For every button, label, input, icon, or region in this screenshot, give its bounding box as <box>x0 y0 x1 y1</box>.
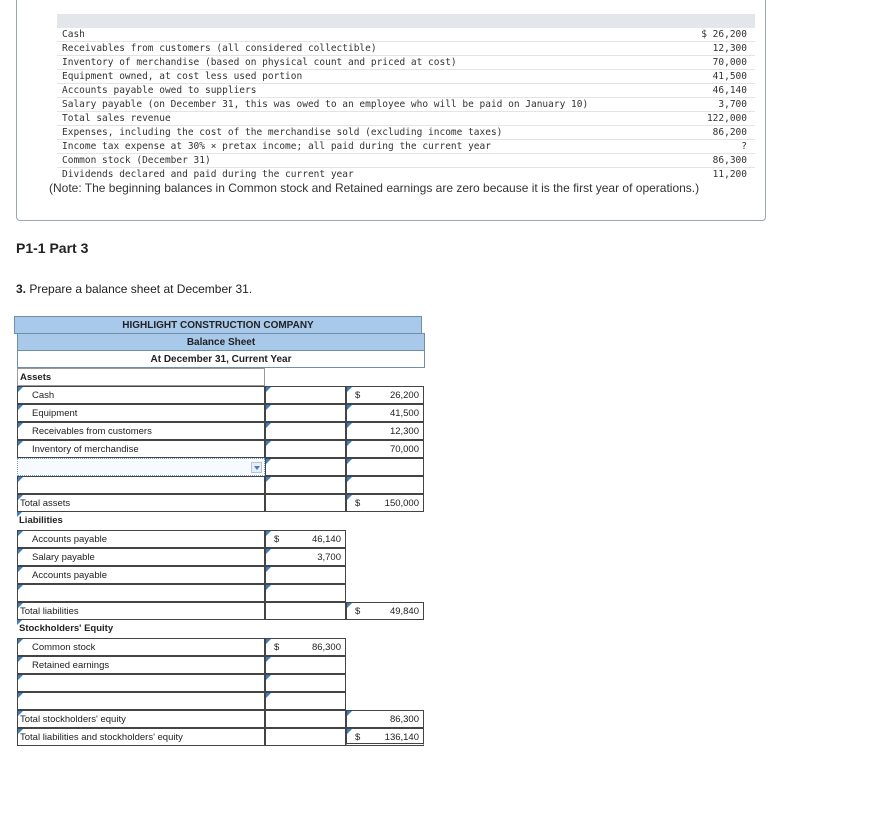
equity-amount-input[interactable] <box>265 692 346 710</box>
cell-flag-icon <box>347 387 352 392</box>
asset-amount-input[interactable] <box>346 476 424 494</box>
data-label: Common stock (December 31) <box>62 155 211 166</box>
total-assets-input[interactable] <box>346 494 424 512</box>
question-number: 3. <box>16 282 27 296</box>
asset-amount: 12,300 <box>389 426 419 437</box>
cell-flag-icon <box>266 639 271 644</box>
statement-title: Balance Sheet <box>17 333 425 351</box>
asset-label: Receivables from customers <box>32 426 152 437</box>
cell-flag-icon <box>18 387 23 392</box>
company-name: HIGHLIGHT CONSTRUCTION COMPANY <box>14 316 422 334</box>
data-label: Receivables from customers (all considered collectible) <box>62 43 377 54</box>
data-row <box>57 28 755 42</box>
data-value: $ 26,200 <box>701 29 747 40</box>
data-label: Equipment owned, at cost less used portion <box>62 71 303 82</box>
cell-flag-icon <box>266 477 271 482</box>
data-label: Cash <box>62 29 85 40</box>
total-equity-label-input[interactable] <box>17 710 265 728</box>
equity-amount: 86,300 <box>311 642 341 653</box>
cell-flag-icon <box>17 620 22 625</box>
cell-flag-icon <box>266 459 271 464</box>
equity-header-input[interactable] <box>17 620 265 638</box>
asset-amount-input[interactable] <box>346 440 424 458</box>
data-value: 41,500 <box>712 71 747 82</box>
cell-flag-icon <box>347 405 352 410</box>
data-row <box>57 56 755 70</box>
total-liabilities-input[interactable] <box>346 602 424 620</box>
data-value: 122,000 <box>706 113 747 124</box>
cell-flag-icon <box>18 711 23 716</box>
liability-amount-input[interactable] <box>265 584 346 602</box>
liability-label: Accounts payable <box>32 534 107 545</box>
asset-label: Cash <box>32 390 55 401</box>
statement-date: At December 31, Current Year <box>17 350 425 368</box>
note-text: (Note: The beginning balances in Common stock and Retained earnings are zero because it is the first year of operations.) <box>49 181 700 195</box>
equity-row <box>17 674 425 692</box>
data-row <box>57 112 755 126</box>
total-assets-amount: 150,000 <box>384 498 419 509</box>
cell-flag-icon <box>266 585 271 590</box>
assets-header: Assets <box>17 368 265 386</box>
cell-flag-icon <box>266 531 271 536</box>
equity-label-input[interactable] <box>17 674 265 692</box>
assets-header-row <box>17 368 425 386</box>
total-equity-row <box>17 710 425 728</box>
cell-flag-icon <box>347 729 352 734</box>
liability-row <box>17 548 425 566</box>
data-row <box>57 84 755 98</box>
cell-flag-icon <box>18 441 23 446</box>
cell-flag-icon <box>18 477 23 482</box>
equity-label-input[interactable] <box>17 692 265 710</box>
dollar-sign: $ <box>355 606 361 617</box>
total-equity-col1-input[interactable] <box>265 710 346 728</box>
total-liabilities-label: Total liabilities <box>20 606 79 617</box>
data-value: 86,200 <box>712 127 747 138</box>
total-le-label: Total liabilities and stockholders' equity <box>20 732 183 743</box>
data-label: Dividends declared and paid during the current year <box>62 169 354 180</box>
liability-label-input[interactable] <box>17 566 265 584</box>
asset-row <box>17 458 425 476</box>
equity-label: Common stock <box>32 642 96 653</box>
cell-flag-icon <box>266 675 271 680</box>
liability-label-input[interactable] <box>17 548 265 566</box>
data-label: Salary payable (on December 31, this was owed to an employee who will be paid on January 10) <box>62 99 589 110</box>
data-label: Inventory of merchandise (based on physical count and priced at cost) <box>62 57 457 68</box>
liability-amount-input[interactable] <box>265 530 346 548</box>
total-equity-input[interactable] <box>346 710 424 728</box>
liability-amount: 3,700 <box>317 552 341 563</box>
dropdown-arrow-icon[interactable] <box>251 462 262 473</box>
asset-amount-input[interactable] <box>346 404 424 422</box>
cell-flag-icon <box>18 729 23 734</box>
total-liabilities-row <box>17 602 425 620</box>
total-le-amount: 136,140 <box>384 732 419 743</box>
total-le-row <box>17 728 425 746</box>
account-dropdown[interactable] <box>17 458 265 476</box>
asset-label-input[interactable] <box>17 422 265 440</box>
liabilities-header-row <box>17 512 425 530</box>
asset-label-input[interactable] <box>17 476 265 494</box>
data-row <box>57 154 755 168</box>
problem-data-table <box>57 14 755 181</box>
asset-amount-col1-input[interactable] <box>265 440 346 458</box>
cell-flag-icon <box>18 657 23 662</box>
cell-flag-icon <box>266 441 271 446</box>
asset-amount: 26,200 <box>389 390 419 401</box>
cell-flag-icon <box>18 675 23 680</box>
asset-label-input[interactable] <box>17 386 265 404</box>
asset-row <box>17 476 425 494</box>
equity-label: Retained earnings <box>32 660 110 671</box>
total-equity-label: Total stockholders' equity <box>20 714 126 725</box>
asset-amount: 70,000 <box>389 444 419 455</box>
asset-row <box>17 404 425 422</box>
cell-flag-icon <box>18 693 23 698</box>
cell-flag-icon <box>266 549 271 554</box>
equity-row <box>17 692 425 710</box>
total-le-input[interactable] <box>346 728 424 746</box>
total-assets-label-input[interactable] <box>17 494 265 512</box>
dollar-sign: $ <box>274 534 280 545</box>
cell-flag-icon <box>17 512 22 517</box>
cell-flag-icon <box>347 603 352 608</box>
liability-label-input[interactable] <box>17 584 265 602</box>
liability-amount-input[interactable] <box>265 548 346 566</box>
data-label: Total sales revenue <box>62 113 171 124</box>
cell-flag-icon <box>266 405 271 410</box>
data-row <box>57 140 755 154</box>
liability-amount-input[interactable] <box>265 566 346 584</box>
equity-label-input[interactable] <box>17 638 265 656</box>
cell-flag-icon <box>347 459 352 464</box>
cell-flag-icon <box>18 639 23 644</box>
asset-label-input[interactable] <box>17 440 265 458</box>
asset-amount-col1-input[interactable] <box>265 404 346 422</box>
balance-sheet-worksheet <box>17 316 425 746</box>
data-row <box>57 42 755 56</box>
data-value: 86,300 <box>712 155 747 166</box>
cell-flag-icon <box>347 423 352 428</box>
question-text <box>16 282 252 296</box>
cell-flag-icon <box>18 567 23 572</box>
cell-flag-icon <box>347 441 352 446</box>
liability-label: Salary payable <box>32 552 95 563</box>
total-assets-label: Total assets <box>20 498 71 509</box>
data-value: 70,000 <box>712 57 747 68</box>
dollar-sign: $ <box>355 732 361 743</box>
total-le-col1-input[interactable] <box>265 728 346 746</box>
liability-row <box>17 566 425 584</box>
asset-amount-input[interactable] <box>346 386 424 404</box>
cell-flag-icon <box>18 549 23 554</box>
cell-flag-icon <box>347 495 352 500</box>
dollar-sign: $ <box>355 390 361 401</box>
data-row <box>57 126 755 140</box>
data-value: 3,700 <box>718 99 747 110</box>
asset-row <box>17 386 425 404</box>
liability-label: Accounts payable <box>32 570 107 581</box>
asset-amount: 41,500 <box>389 408 419 419</box>
asset-amount-col1-input[interactable] <box>265 458 346 476</box>
data-value: ? <box>741 141 747 152</box>
cell-flag-icon <box>18 603 23 608</box>
equity-label-input[interactable] <box>17 656 265 674</box>
equity-row <box>17 638 425 656</box>
problem-data-panel <box>16 0 766 221</box>
total-liabilities-col1-input[interactable] <box>265 602 346 620</box>
data-label: Income tax expense at 30% × pretax income; all paid during the current year <box>62 141 491 152</box>
cell-flag-icon <box>18 423 23 428</box>
equity-row <box>17 656 425 674</box>
liabilities-header-input[interactable] <box>17 512 265 530</box>
liability-amount: 46,140 <box>311 534 341 545</box>
cell-flag-icon <box>18 531 23 536</box>
total-liabilities-label-input[interactable] <box>17 602 265 620</box>
part-title: P1-1 Part 3 <box>16 240 89 256</box>
cell-flag-icon <box>347 477 352 482</box>
total-assets-row <box>17 494 425 512</box>
liability-label-input[interactable] <box>17 530 265 548</box>
data-table-header <box>57 14 755 28</box>
asset-amount-col1-input[interactable] <box>265 386 346 404</box>
asset-label: Equipment <box>32 408 78 419</box>
asset-label-input[interactable] <box>17 404 265 422</box>
data-row <box>57 98 755 112</box>
liability-row <box>17 584 425 602</box>
cell-flag-icon <box>18 495 23 500</box>
cell-flag-icon <box>266 567 271 572</box>
equity-header: Stockholders' Equity <box>19 623 114 634</box>
data-label: Expenses, including the cost of the merchandise sold (excluding income taxes) <box>62 127 503 138</box>
data-value: 46,140 <box>712 85 747 96</box>
equity-amount-input[interactable] <box>265 674 346 692</box>
question-prompt: Prepare a balance sheet at December 31. <box>26 282 253 296</box>
cell-flag-icon <box>266 657 271 662</box>
data-value: 11,200 <box>712 169 747 180</box>
total-assets-col1-input[interactable] <box>265 494 346 512</box>
cell-flag-icon <box>266 423 271 428</box>
data-row <box>57 70 755 84</box>
total-liabilities-amount: 49,840 <box>389 606 419 617</box>
total-equity-amount: 86,300 <box>389 714 419 725</box>
data-value: 12,300 <box>712 43 747 54</box>
asset-amount-input[interactable] <box>346 458 424 476</box>
data-label: Accounts payable owed to suppliers <box>62 85 257 96</box>
cell-flag-icon <box>347 711 352 716</box>
dollar-sign: $ <box>274 642 280 653</box>
cell-flag-icon <box>266 387 271 392</box>
equity-amount-input[interactable] <box>265 656 346 674</box>
asset-row <box>17 422 425 440</box>
cell-flag-icon <box>266 693 271 698</box>
total-le-label-input[interactable] <box>17 728 265 746</box>
data-row <box>57 168 755 181</box>
cell-flag-icon <box>18 405 23 410</box>
asset-amount-input[interactable] <box>346 422 424 440</box>
asset-row <box>17 440 425 458</box>
asset-amount-col1-input[interactable] <box>265 476 346 494</box>
equity-amount-input[interactable] <box>265 638 346 656</box>
dollar-sign: $ <box>355 498 361 509</box>
equity-header-row <box>17 620 425 638</box>
cell-flag-icon <box>18 585 23 590</box>
liability-row <box>17 530 425 548</box>
liabilities-header: Liabilities <box>19 515 63 526</box>
asset-amount-col1-input[interactable] <box>265 422 346 440</box>
asset-label: Inventory of merchandise <box>32 444 139 455</box>
